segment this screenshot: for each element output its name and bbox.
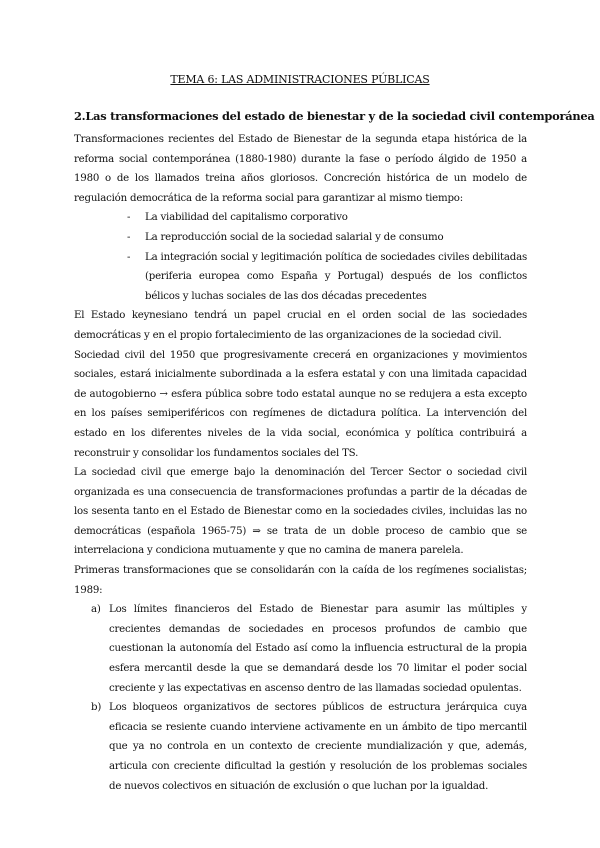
document-body	[74, 130, 527, 796]
dash-bullet: -	[127, 212, 131, 224]
list-item-text: La viabilidad del capitalismo corporativo	[145, 212, 348, 224]
page-title: TEMA 6: LAS ADMINISTRACIONES PÚBLICAS	[170, 73, 430, 86]
section-heading: 2.Las transformaciones del estado de bienestar y de la sociedad civil contemporánea	[74, 109, 595, 123]
list-item	[74, 248, 527, 307]
paragraph: El Estado keynesiano tendrá un papel crucial en el orden social de las sociedades democráticas y en el propio fortalecimiento de las organizaciones de la sociedad civil.	[74, 310, 527, 341]
intro-paragraph: Transformaciones recientes del Estado de Bienestar de la segunda etapa histórica de la reforma social contemporánea (1880-1980) durante la fase o período álgido de 1950 a 1980 o de los llamados treina años gloriosos. Concreción histórica de un modelo de regulación democrática de la reforma social para garantizar al mismo tiempo:	[74, 134, 527, 204]
list-item	[74, 228, 527, 248]
dash-bullet: -	[127, 231, 131, 243]
dash-list	[74, 208, 527, 306]
dash-bullet: -	[127, 251, 131, 263]
list-item	[74, 208, 527, 228]
paragraph: Primeras transformaciones que se consolidarán con la caída de los regímenes socialistas; 1989:	[74, 565, 527, 596]
list-item-text: La integración social y legitimación política de sociedades civiles debilitadas (periferia europea como España y Portugal) después de los conflictos bélicos y luchas sociales de las dos décadas precedentes	[145, 251, 527, 302]
lettered-list	[74, 600, 527, 796]
list-item	[74, 600, 527, 698]
list-marker: a)	[91, 604, 101, 616]
list-item-text: Los límites financieros del Estado de Bienestar para asumir las múltiples y crecientes demandas de sociedades en procesos profundos de cambio que cuestionan la autonomía del Estado así como la influencia estructural de la propia esfera mercantil desde la que se demandará desde los 70 limitar el poder social creciente y las expectativas en ascenso dentro de las llamadas sociedad opulentas.	[109, 604, 527, 694]
list-item-text: Los bloqueos organizativos de sectores públicos de estructura jerárquica cuya eficacia se resiente cuando interviene activamente en un ámbito de tipo mercantil que ya no controla en un contexto de creciente mundialización y que, además, articula con creciente dificultad la gestión y resolución de los problemas sociales de nuevos colectivos en situación de exclusión o que luchan por la igualdad.	[109, 702, 527, 792]
list-item	[74, 698, 527, 796]
list-item-text: La reproducción social de la sociedad salarial y de consumo	[145, 231, 444, 243]
list-marker: b)	[91, 702, 102, 714]
paragraph: La sociedad civil que emerge bajo la denominación del Tercer Sector o sociedad civil organizada es una consecuencia de transformaciones profundas a partir de la décadas de los sesenta tanto en el Estado de Bienestar como en la sociedades civiles, incluidas las no democráticas (española 1965-75) ⇒ se trata de un doble proceso de cambio que se interrelaciona y condiciona mutuamente y que no camina de manera parelela.	[74, 467, 527, 557]
paragraph: Sociedad civil del 1950 que progresivamente crecerá en organizaciones y movimientos sociales, estará inicialmente subordinada a la esfera estatal y con una limitada capacidad de autogobierno → esfera pública sobre todo estatal aunque no se redujera a esta excepto en los países semiperiféricos con regímenes de dictadura política. La intervención del estado en los diferentes niveles de la vida social, económica y política contribuirá a reconstruir y consolidar los fundamentos sociales del TS.	[74, 349, 527, 459]
